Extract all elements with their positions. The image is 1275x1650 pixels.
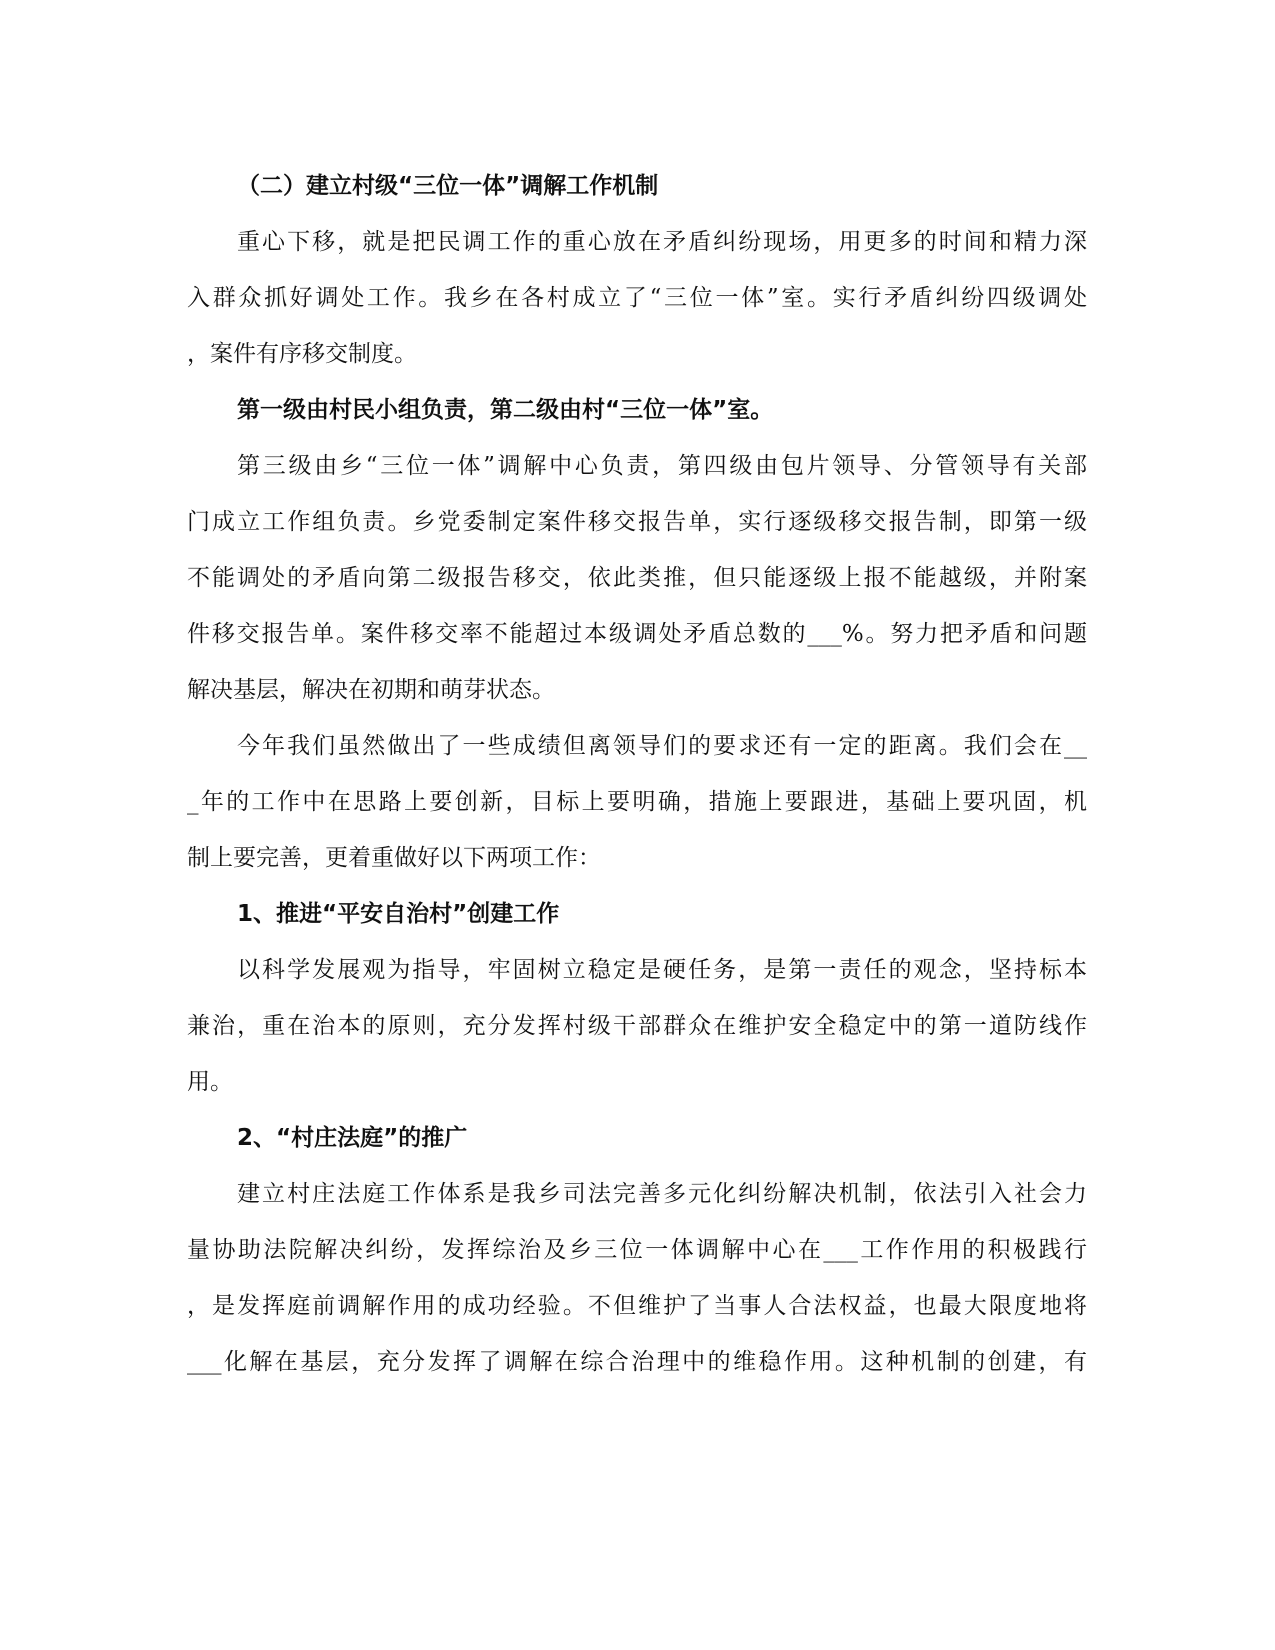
paragraph-line: 兼治，重在治本的原则，充分发挥村级干部群众在维护安全稳定中的第一道防线作 (187, 1013, 1087, 1039)
section-heading: （二）建立村级“三位一体”调解工作机制 (237, 173, 659, 199)
paragraph-line: ___化解在基层，充分发挥了调解在综合治理中的维稳作用。这种机制的创建，有 (187, 1349, 1087, 1375)
paragraph-line: 量协助法院解决纠纷，发挥综治及乡三位一体调解中心在___工作作用的积极践行 (187, 1237, 1087, 1263)
paragraph-line: _年的工作中在思路上要创新，目标上要明确，措施上要跟进，基础上要巩固，机 (187, 789, 1087, 815)
subsection-heading-1: 1、推进“平安自治村”创建工作 (237, 901, 560, 927)
paragraph-line: 门成立工作组负责。乡党委制定案件移交报告单，实行逐级移交报告制，即第一级 (187, 509, 1087, 535)
paragraph-line: 解决基层，解决在初期和萌芽状态。 (187, 677, 555, 703)
paragraph-line: 第三级由乡“三位一体”调解中心负责，第四级由包片领导、分管领导有关部 (237, 453, 1087, 479)
paragraph-line: 制上要完善，更着重做好以下两项工作： (187, 845, 601, 871)
paragraph-line: 件移交报告单。案件移交率不能超过本级调处矛盾总数的___%。努力把矛盾和问题 (187, 621, 1087, 647)
paragraph-line: 建立村庄法庭工作体系是我乡司法完善多元化纠纷解决机制，依法引入社会力 (237, 1181, 1087, 1207)
paragraph-line: ，案件有序移交制度。 (187, 341, 417, 367)
paragraph-line: 入群众抓好调处工作。我乡在各村成立了“三位一体”室。实行矛盾纠纷四级调处 (187, 285, 1087, 311)
paragraph-line: 用。 (187, 1069, 233, 1095)
bold-statement: 第一级由村民小组负责，第二级由村“三位一体”室。 (237, 397, 774, 423)
paragraph-line: 不能调处的矛盾向第二级报告移交，依此类推，但只能逐级上报不能越级，并附案 (187, 565, 1087, 591)
paragraph-line: ，是发挥庭前调解作用的成功经验。不但维护了当事人合法权益，也最大限度地将 (187, 1293, 1087, 1319)
paragraph-line: 今年我们虽然做出了一些成绩但离领导们的要求还有一定的距离。我们会在__ (237, 733, 1087, 759)
paragraph-line: 以科学发展观为指导，牢固树立稳定是硬任务，是第一责任的观念，坚持标本 (237, 957, 1087, 983)
paragraph-line: 重心下移，就是把民调工作的重心放在矛盾纠纷现场，用更多的时间和精力深 (237, 229, 1087, 255)
subsection-heading-2: 2、“村庄法庭”的推广 (237, 1125, 468, 1151)
